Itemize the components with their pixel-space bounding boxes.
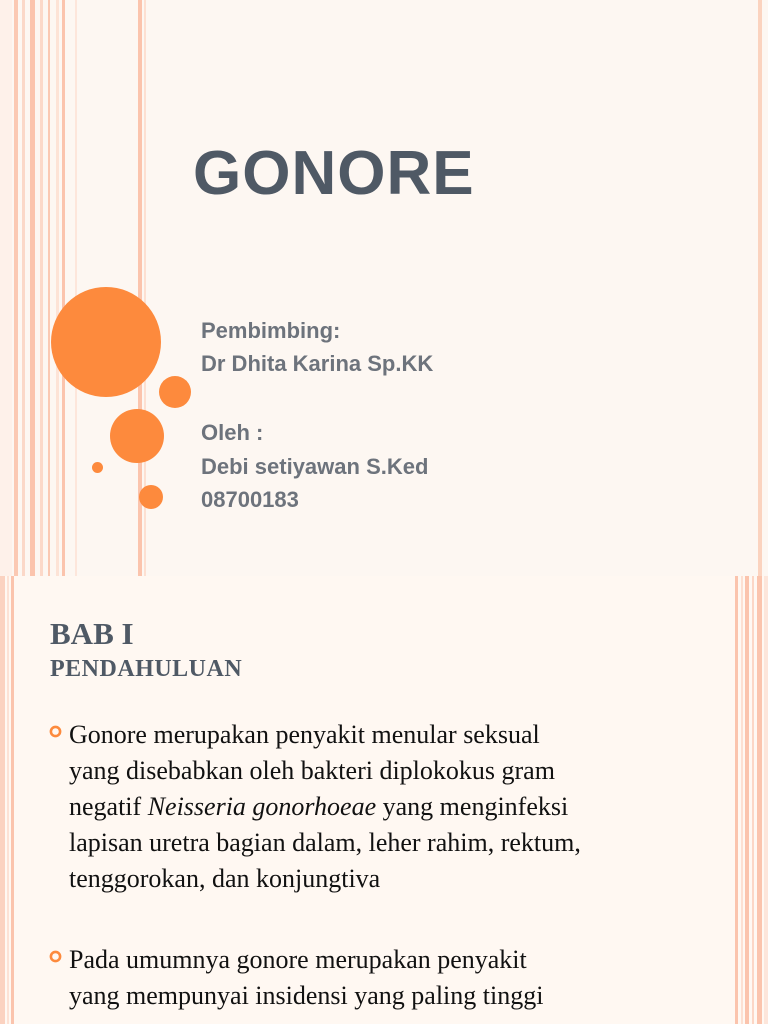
section-subheading: PENDAHULUAN — [50, 656, 243, 682]
author-id: 08700183 — [201, 487, 299, 512]
bullet-text — [69, 942, 709, 1014]
bullet-text — [69, 717, 709, 897]
decorative-stripes-right — [735, 576, 768, 1024]
medium-circle-decoration — [110, 409, 164, 463]
decorative-line-right — [758, 0, 762, 576]
bullet-text-fragment: negatif — [69, 792, 148, 821]
decorative-stripes-left — [0, 576, 16, 1024]
tiny-circle-decoration — [92, 462, 103, 473]
small-circle-decoration — [159, 376, 191, 408]
small-circle-decoration-2 — [139, 485, 163, 509]
bullet-line: tenggorokan, dan konjungtiva — [69, 864, 381, 893]
content-slide — [0, 576, 768, 1024]
bullet-line: yang disebabkan oleh bakteri diplokokus gram — [69, 756, 555, 785]
bullet-line: yang mempunyai insidensi yang paling tinggi — [69, 981, 544, 1010]
author-label: Oleh : — [201, 420, 264, 445]
slide-title: GONORE — [193, 139, 475, 208]
bullet-ring-icon — [49, 725, 62, 738]
bullet-item — [49, 942, 709, 1024]
supervisor-label: Pembimbing: — [201, 318, 341, 343]
bullet-item — [49, 717, 709, 902]
bullet-line: Gonore merupakan penyakit menular seksual — [69, 720, 540, 749]
bullet-line: Pada umumnya gonore merupakan penyakit — [69, 945, 527, 974]
bullet-line: lapisan uretra bagian dalam, leher rahim, rektum, — [69, 828, 581, 857]
large-circle-decoration — [51, 287, 161, 397]
bullet-text-fragment: yang menginfeksi — [376, 792, 569, 821]
bullet-line — [69, 789, 709, 825]
section-heading: BAB I — [50, 616, 134, 651]
author-name: Debi setiyawan S.Ked — [201, 454, 429, 479]
bullet-ring-icon — [49, 950, 62, 963]
species-name: Neisseria gonorhoeae — [147, 792, 377, 821]
supervisor-name: Dr Dhita Karina Sp.KK — [201, 351, 434, 376]
